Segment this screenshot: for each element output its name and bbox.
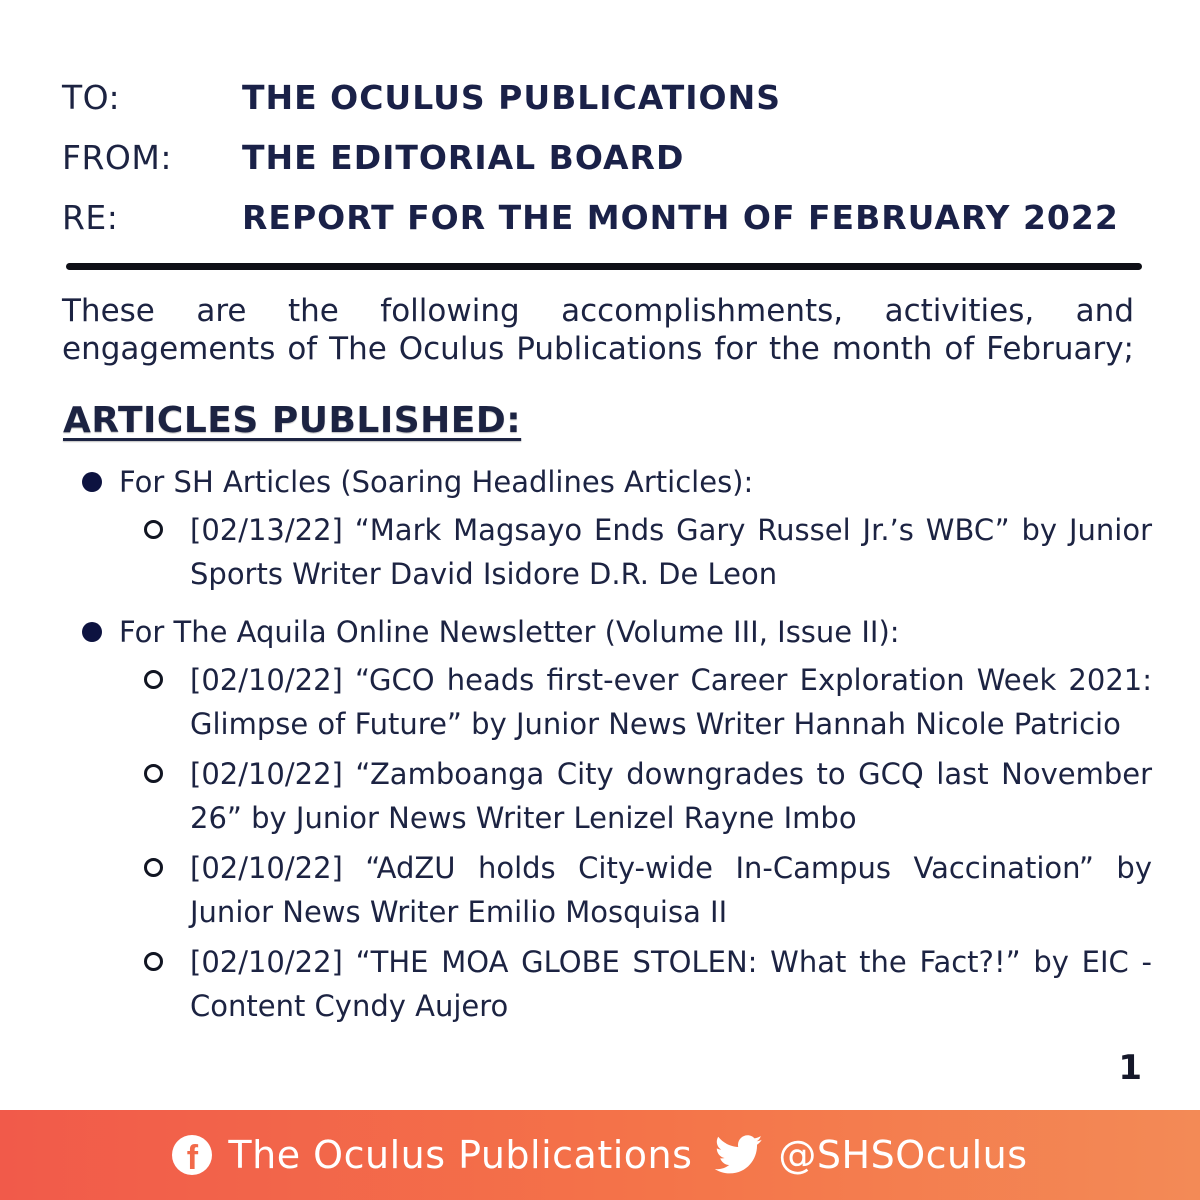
bullet-ring-icon bbox=[144, 952, 163, 971]
memo-re-label: RE: bbox=[62, 198, 119, 237]
article-entry: [02/10/22] “AdZU holds City-wide In-Campus Vaccination” by Junior News Writer Emilio Mosquisa II bbox=[190, 851, 1152, 929]
memo-re-row bbox=[62, 198, 1152, 258]
memo-header bbox=[62, 78, 1152, 258]
article-entry: [02/13/22] “Mark Magsayo Ends Gary Russel Jr.’s WBC” by Junior Sports Writer David Isidore D.R. De Leon bbox=[190, 513, 1152, 591]
memo-to-row bbox=[62, 78, 1152, 138]
memo-re-value: REPORT FOR THE MONTH OF FEBRUARY 2022 bbox=[242, 198, 1119, 237]
bullet-ring-icon bbox=[144, 858, 163, 877]
bullet-ring-icon bbox=[144, 520, 163, 539]
article-entry: [02/10/22] “GCO heads first-ever Career Exploration Week 2021: Glimpse of Future” by Junior News Writer Hannah Nicole Patricio bbox=[190, 663, 1152, 741]
section-heading: ARTICLES PUBLISHED: bbox=[63, 400, 522, 441]
page-number: 1 bbox=[1118, 1048, 1142, 1088]
group-title-text: For SH Articles (Soaring Headlines Articles): bbox=[119, 465, 754, 499]
facebook-icon[interactable]: f bbox=[172, 1135, 212, 1175]
list-item bbox=[190, 508, 1152, 596]
group-title bbox=[82, 462, 1152, 502]
twitter-handle[interactable]: @SHSOculus bbox=[778, 1133, 1028, 1177]
bullet-dot-icon bbox=[82, 472, 102, 492]
article-entry: [02/10/22] “THE MOA GLOBE STOLEN: What the Fact?!” by EIC - Content Cyndy Aujero bbox=[190, 945, 1152, 1023]
memo-from-label: FROM: bbox=[62, 138, 172, 177]
footer-banner bbox=[0, 1110, 1200, 1200]
article-entry: [02/10/22] “Zamboanga City downgrades to GCQ last November 26” by Junior News Writer Lenizel Rayne Imbo bbox=[190, 757, 1152, 835]
group-title-text: For The Aquila Online Newsletter (Volume III, Issue II): bbox=[119, 615, 900, 649]
bullet-dot-icon bbox=[82, 622, 102, 642]
intro-line-1: These are the following accomplishments, activities, and bbox=[62, 293, 1134, 329]
list-item bbox=[190, 752, 1152, 840]
group-title bbox=[82, 612, 1152, 652]
bullet-ring-icon bbox=[144, 764, 163, 783]
group-sh-articles bbox=[82, 462, 1152, 596]
intro-line-2: engagements of The Oculus Publications for the month of February; bbox=[62, 331, 1134, 367]
twitter-icon[interactable] bbox=[714, 1135, 764, 1175]
intro-paragraph bbox=[62, 292, 1134, 368]
bullet-ring-icon bbox=[144, 670, 163, 689]
facebook-page-name[interactable]: The Oculus Publications bbox=[228, 1133, 693, 1177]
list-item bbox=[190, 940, 1152, 1028]
memo-to-label: TO: bbox=[62, 78, 121, 117]
header-divider bbox=[66, 263, 1142, 270]
memo-from-value: THE EDITORIAL BOARD bbox=[242, 138, 685, 177]
list-item bbox=[190, 846, 1152, 934]
memo-to-value: THE OCULUS PUBLICATIONS bbox=[242, 78, 781, 117]
group-aquila-newsletter bbox=[82, 612, 1152, 1028]
memo-from-row bbox=[62, 138, 1152, 198]
list-item bbox=[190, 658, 1152, 746]
